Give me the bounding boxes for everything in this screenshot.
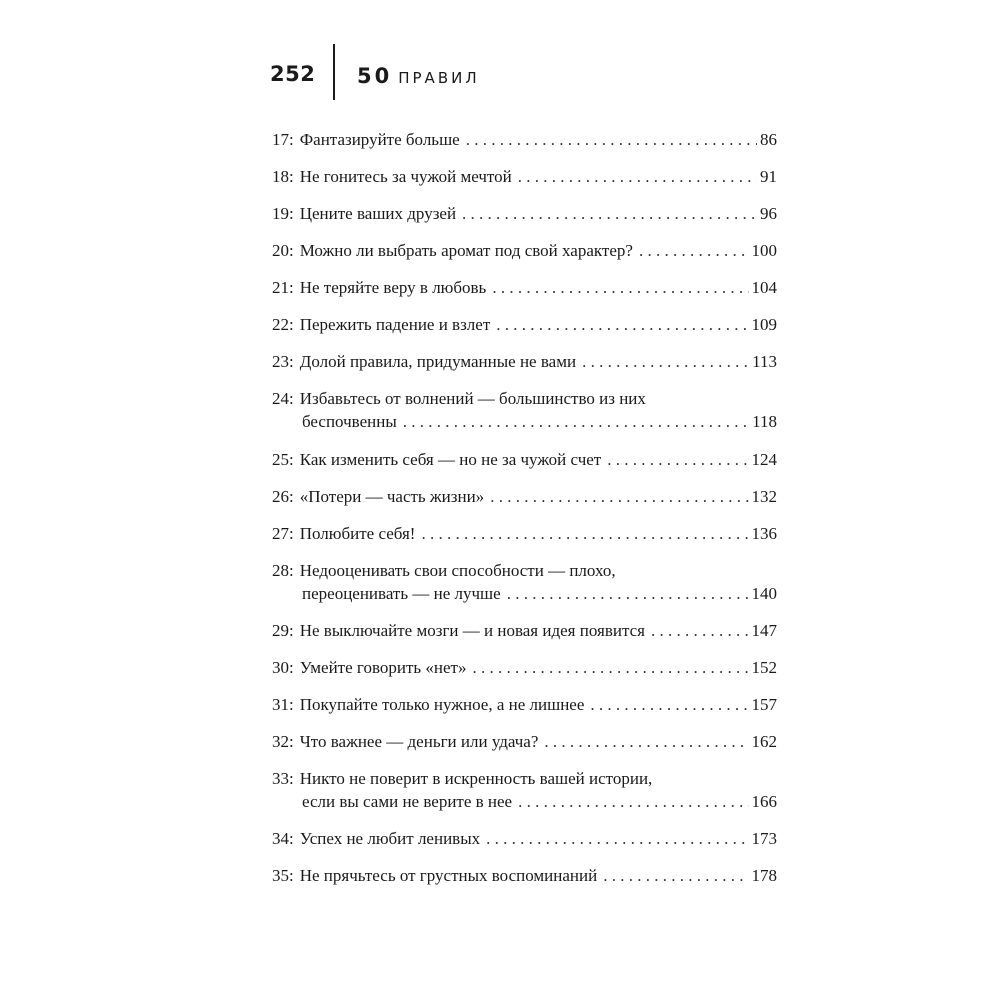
toc-line — [272, 693, 777, 716]
dot-leader — [518, 790, 748, 813]
toc-entry-title: Что важнее — деньги или удача? — [299, 732, 539, 751]
toc-entry-title: Не гонитесь за чужой мечтой — [299, 167, 512, 186]
header-divider — [333, 44, 335, 100]
toc-entry — [272, 313, 777, 336]
toc-entry-page: 166 — [751, 792, 777, 811]
toc-entry-title: Пережить падение и взлет — [299, 315, 491, 334]
toc-entry — [272, 767, 777, 813]
toc-entry-number: 25: — [272, 450, 294, 469]
dot-leader — [590, 693, 748, 716]
toc-entry-number: 28: — [272, 561, 294, 580]
toc-entry-title: «Потери — часть жизни» — [299, 487, 485, 506]
toc-entry-title: переоценивать — не лучше — [302, 584, 501, 603]
toc-entry-page: 118 — [752, 412, 777, 431]
toc-entry-page: 104 — [751, 278, 777, 297]
toc-entry — [272, 559, 777, 605]
toc-entry — [272, 239, 777, 262]
dot-leader — [518, 165, 757, 188]
toc-line — [272, 559, 777, 582]
toc-entry — [272, 656, 777, 679]
toc-entry-page: 96 — [760, 204, 777, 223]
toc-line — [272, 448, 777, 471]
toc-line — [272, 827, 777, 850]
toc-entry — [272, 128, 777, 151]
toc-line — [272, 656, 777, 679]
toc-entry-number: 34: — [272, 829, 294, 848]
toc-entry — [272, 448, 777, 471]
toc-entry — [272, 619, 777, 642]
toc-entry-title: Избавьтесь от волнений — большинство из них — [299, 389, 646, 408]
toc-entry-title: Как изменить себя — но не за чужой счет — [299, 450, 602, 469]
toc-entry-number: 29: — [272, 621, 294, 640]
toc-line — [272, 202, 777, 225]
toc-entry-page: 162 — [751, 732, 777, 751]
toc-line — [272, 313, 777, 336]
toc-entry-title: беспочвенны — [302, 412, 397, 431]
dot-leader — [466, 128, 757, 151]
running-title — [357, 64, 480, 88]
toc-line — [272, 410, 777, 433]
toc-entry-number: 20: — [272, 241, 294, 260]
dot-leader — [544, 730, 748, 753]
toc-entry — [272, 730, 777, 753]
dot-leader — [421, 522, 748, 545]
dot-leader — [639, 239, 749, 262]
toc-entry-number: 26: — [272, 487, 294, 506]
toc-line — [272, 767, 777, 790]
toc-line — [272, 165, 777, 188]
toc-entry-number: 30: — [272, 658, 294, 677]
toc-entry-page: 124 — [751, 450, 777, 469]
toc-entry-page: 152 — [751, 658, 777, 677]
toc-line — [272, 864, 777, 887]
dot-leader — [496, 313, 748, 336]
toc-entry — [272, 864, 777, 887]
toc-line — [272, 276, 777, 299]
dot-leader — [490, 485, 748, 508]
toc-entry-page: 173 — [751, 829, 777, 848]
toc-entry-number: 21: — [272, 278, 294, 297]
toc-entry-title: Не теряйте веру в любовь — [299, 278, 487, 297]
toc-entry — [272, 350, 777, 373]
toc-line — [272, 619, 777, 642]
toc-entry-number: 32: — [272, 732, 294, 751]
toc-line — [272, 730, 777, 753]
dot-leader — [472, 656, 748, 679]
toc-entry — [272, 165, 777, 188]
dot-leader — [607, 448, 748, 471]
toc-entry-page: 100 — [751, 241, 777, 260]
toc-entry-title: Фантазируйте больше — [299, 130, 460, 149]
toc-line — [272, 485, 777, 508]
dot-leader — [507, 582, 749, 605]
running-title-number: 50 — [357, 64, 393, 88]
toc-entry-title: Долой правила, придуманные не вами — [299, 352, 577, 371]
toc-entry-number: 17: — [272, 130, 294, 149]
toc-entry — [272, 276, 777, 299]
dot-leader — [403, 410, 749, 433]
toc-line — [272, 350, 777, 373]
toc-entry-page: 136 — [751, 524, 777, 543]
toc-line — [272, 239, 777, 262]
toc-entry-title: Цените ваших друзей — [299, 204, 457, 223]
toc-entry-number: 33: — [272, 769, 294, 788]
toc-entry-number: 23: — [272, 352, 294, 371]
toc-entry-number: 19: — [272, 204, 294, 223]
toc-entry-page: 157 — [751, 695, 777, 714]
toc-entry-title: если вы сами не верите в нее — [302, 792, 513, 811]
toc-entry-title: Полюбите себя! — [299, 524, 416, 543]
toc-entry-number: 22: — [272, 315, 294, 334]
toc-entry-number: 31: — [272, 695, 294, 714]
toc-entry-title: Не прячьтесь от грустных воспоминаний — [299, 866, 598, 885]
toc-entry — [272, 202, 777, 225]
dot-leader — [462, 202, 757, 225]
toc-entry-number: 18: — [272, 167, 294, 186]
toc-entry-page: 86 — [760, 130, 777, 149]
toc-line — [272, 128, 777, 151]
dot-leader — [582, 350, 749, 373]
toc-entry-number: 24: — [272, 389, 294, 408]
running-title-word: ПРАВИЛ — [398, 69, 480, 87]
toc-entry — [272, 522, 777, 545]
toc-entry-title: Покупайте только нужное, а не лишнее — [299, 695, 585, 714]
toc-entry — [272, 827, 777, 850]
toc-line — [272, 790, 777, 813]
toc-entry-title: Не выключайте мозги — и новая идея появится — [299, 621, 645, 640]
toc-line — [272, 522, 777, 545]
toc-entry-page: 113 — [752, 352, 777, 371]
toc-entry-title: Можно ли выбрать аромат под свой характер? — [299, 241, 633, 260]
toc-entry-page: 140 — [751, 584, 777, 603]
dot-leader — [603, 864, 748, 887]
toc-line — [272, 582, 777, 605]
toc-entry-title: Успех не любит ленивых — [299, 829, 481, 848]
toc-entry — [272, 693, 777, 716]
toc-entry-title: Никто не поверит в искренность вашей истории, — [299, 769, 653, 788]
dot-leader — [651, 619, 749, 642]
toc-entry-number: 35: — [272, 866, 294, 885]
toc-entry-number: 27: — [272, 524, 294, 543]
page-header — [270, 44, 790, 104]
dot-leader — [492, 276, 748, 299]
toc-line — [272, 387, 777, 410]
toc-entry — [272, 387, 777, 433]
page-number: 252 — [270, 62, 316, 86]
toc-entry-page: 178 — [751, 866, 777, 885]
toc-entry-page: 91 — [760, 167, 777, 186]
toc-entry-page: 147 — [751, 621, 777, 640]
toc-entry — [272, 485, 777, 508]
toc-entry-title: Недооценивать свои способности — плохо, — [299, 561, 616, 580]
toc-entry-page: 109 — [751, 315, 777, 334]
dot-leader — [486, 827, 748, 850]
toc-entry-title: Умейте говорить «нет» — [299, 658, 467, 677]
toc-entry-page: 132 — [751, 487, 777, 506]
